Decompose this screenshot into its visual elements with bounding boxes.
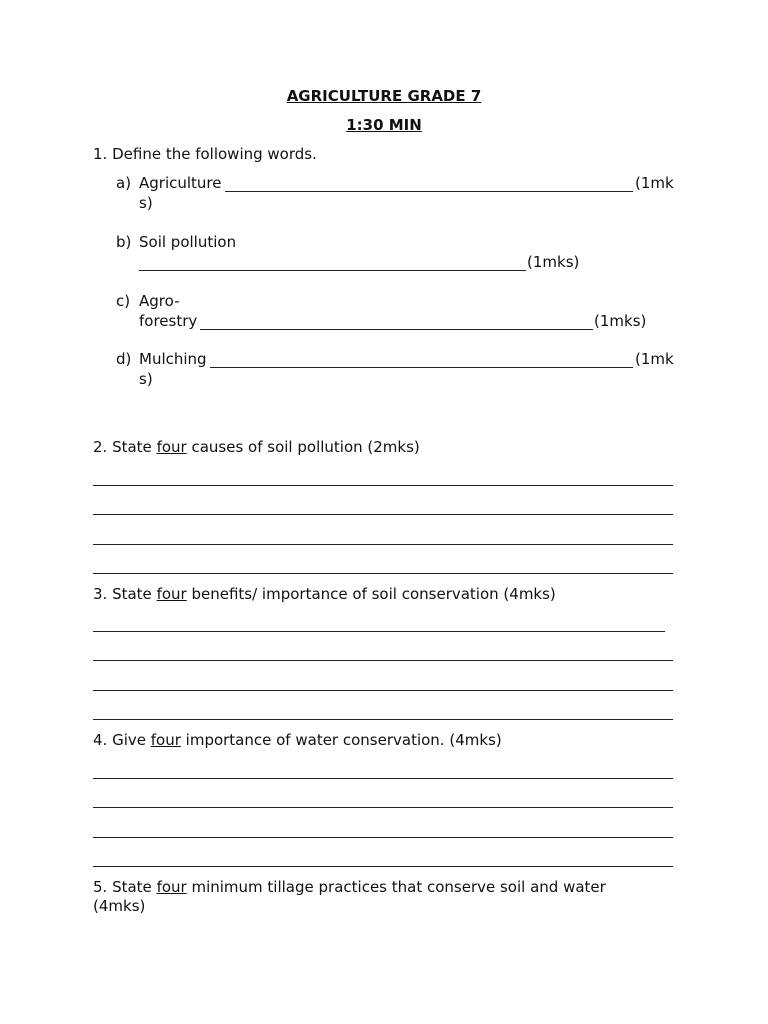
- question-5-marks: (4mks): [93, 897, 146, 915]
- item-a-letter: a): [116, 174, 132, 192]
- item-b-answer-line[interactable]: [139, 270, 526, 271]
- question-3-suffix: benefits/ importance of soil conservation (4mks): [186, 585, 556, 603]
- question-3-prefix: 3. State: [93, 585, 157, 603]
- item-c-answer-line[interactable]: [200, 329, 593, 330]
- question-4-emphasis: four: [150, 731, 181, 749]
- answer-line[interactable]: [93, 690, 673, 691]
- question-1: [93, 145, 317, 164]
- question-4-suffix: importance of water conservation. (4mks): [180, 731, 502, 749]
- item-b-letter: b): [116, 233, 132, 251]
- question-1-text: Define the following words.: [112, 145, 317, 163]
- answer-line[interactable]: [93, 837, 673, 838]
- item-d-term: Mulching: [139, 350, 207, 368]
- question-3-emphasis: four: [156, 585, 187, 603]
- answer-line[interactable]: [93, 719, 673, 720]
- item-c-letter: c): [116, 292, 131, 310]
- answer-line[interactable]: [93, 485, 673, 486]
- item-d-answer-line[interactable]: [210, 367, 633, 368]
- question-5-suffix: minimum tillage practices that conserve soil and water: [186, 878, 606, 896]
- answer-line[interactable]: [93, 660, 673, 661]
- item-d-marks-wrap: s): [139, 370, 153, 388]
- item-c-term-line2: forestry: [139, 312, 198, 330]
- answer-line[interactable]: [93, 573, 673, 574]
- question-1-number: 1.: [93, 145, 108, 163]
- exam-duration: 1:30 MIN: [346, 116, 422, 134]
- item-d-marks: (1mk: [635, 350, 674, 368]
- item-a-marks-wrap: s): [139, 194, 153, 212]
- answer-line[interactable]: [93, 807, 673, 808]
- item-a-marks: (1mk: [635, 174, 674, 192]
- question-3: [93, 585, 556, 604]
- answer-line[interactable]: [93, 544, 673, 545]
- question-2-emphasis: four: [156, 438, 187, 456]
- item-a-term: Agriculture: [139, 174, 222, 192]
- question-2: [93, 438, 420, 457]
- item-b-term: Soil pollution: [139, 233, 237, 251]
- item-c-term-line1: Agro-: [139, 292, 180, 310]
- item-b-marks: (1mks): [527, 253, 580, 271]
- answer-line[interactable]: [93, 631, 665, 632]
- page-title: AGRICULTURE GRADE 7: [286, 87, 482, 105]
- item-d-letter: d): [116, 350, 132, 368]
- question-5: [93, 878, 606, 897]
- question-4-prefix: 4. Give: [93, 731, 151, 749]
- question-5-prefix: 5. State: [93, 878, 157, 896]
- answer-line[interactable]: [93, 514, 673, 515]
- answer-line[interactable]: [93, 866, 673, 867]
- question-5-emphasis: four: [156, 878, 187, 896]
- question-4: [93, 731, 502, 750]
- question-2-prefix: 2. State: [93, 438, 157, 456]
- question-2-suffix: causes of soil pollution (2mks): [186, 438, 420, 456]
- item-c-marks: (1mks): [594, 312, 647, 330]
- item-a-answer-line[interactable]: [225, 191, 633, 192]
- answer-line[interactable]: [93, 778, 673, 779]
